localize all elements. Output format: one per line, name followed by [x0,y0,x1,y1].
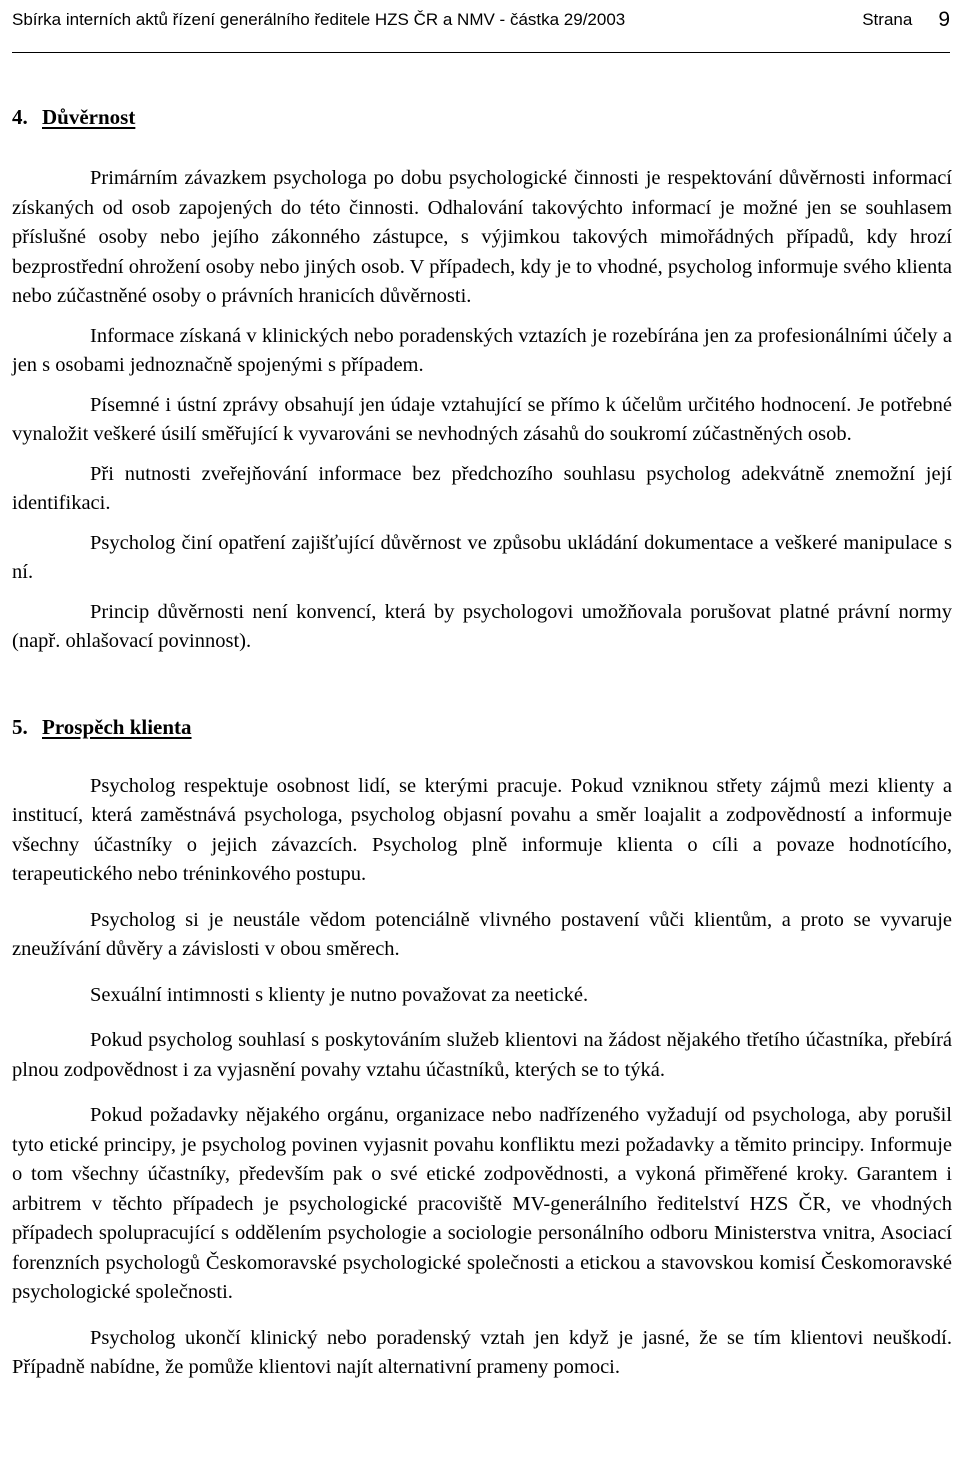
header-rule [12,52,950,53]
paragraph: Primárním závazkem psychologa po dobu psychologické činnosti je respektování důvěrnosti informací získaných od osob zapojených do této činnosti. Odhalování takovýchto informací je možné jen se souhlasem příslušné osoby nebo jejího zákonného zástupce, s výjimkou takových mimořádných případů, kdy hrozí bezprostřední ohrožení osoby nebo jiných osob. V případech, kdy je to vhodné, psycholog informuje svého klienta nebo zúčastněné osoby o právních hranicích důvěrnosti. [12,167,952,307]
section-title: Důvěrnost [42,105,136,129]
paragraph: Pokud psycholog souhlasí s poskytováním služeb klientovi na žádost nějakého třetího účastníka, přebírá plnou zodpovědnost i za vyjasnění povahy vztahu účastníků, kterých se to týká. [12,1029,952,1081]
paragraph: Psycholog si je neustále vědom potenciálně vlivného postavení vůči klientům, a proto se vyvaruje zneužívání důvěry a závislosti v obou směrech. [12,908,952,960]
paragraph: Sexuální intimnosti s klienty je nutno považovat za neetické. [90,983,589,1006]
paragraph: Psycholog ukončí klinický nebo poradenský vztah jen když je jasné, že se tím klientovi neuškodí. Případně nabídne, že pomůže klientovi najít alternativní prameny pomoci. [12,1326,952,1378]
paragraph: Psycholog respektuje osobnost lidí, se kterými pracuje. Pokud vzniknou střety zájmů mezi klienty a institucí, která zaměstnává psychologa, psycholog objasní povahu a směr loajalit a zodpovědností a informuje všechny účastníky o jejich závazcích. Psycholog plně informuje klienta o cíli a povaze hodnotícího, terapeutického nebo tréninkového postupu. [12,774,952,885]
page-number-block [862,9,950,31]
section-number: 5. [12,714,28,739]
paragraph: Informace získaná v klinických nebo poradenských vztazích je rozebírána jen za profesionálními účely a jen s osobami jednoznačně spojenými s případem. [12,324,952,376]
paragraph: Pokud požadavky nějakého orgánu, organizace nebo nadřízeného vyžadují od psychologa, aby porušil tyto etické principy, je psycholog povinen vyjasnit povahu konfliktu mezi požadavky a těmito principy. Informuje o tom všechny účastníky, především pak o své etické zodpovědnosti, a vykoná přiměřené kroky. Garantem i arbitrem v těchto případech je psychologické pracoviště MV-generálního ředitelství HZS ČR, ve vhodných případech spolupracující s oddělením psychologie a sociologie personálního odboru Ministerstva vnitra, Asociací forenzních psychologů Českomoravské psychologické společnosti a etickou a stavovskou komisí Českomoravské psychologické společnosti. [12,1104,952,1303]
paragraph: Písemné i ústní zprávy obsahují jen údaje vztahující se přímo k účelům určitého hodnocení. Je potřebné vynaložit veškeré úsilí směřující k vyvarováni se nevhodných zásahů do soukromí zúčastněných osob. [12,393,952,445]
page-number: 9 [938,8,950,31]
paragraph: Princip důvěrnosti není konvencí, která by psychologovi umožňovala porušovat platné právní normy (např. ohlašovací povinnost). [12,600,952,652]
paragraph: Při nutnosti zveřejňování informace bez předchozího souhlasu psycholog adekvátně znemožní její identifikaci. [12,462,952,514]
section-heading [12,713,952,742]
section-prospech-klienta [12,713,952,1383]
page-header [12,3,950,31]
document-body [12,103,952,1383]
section-heading [12,103,952,132]
header-title: Sbírka interních aktů řízení generálního ředitele HZS ČR a NMV - částka 29/2003 [12,10,626,29]
section-duvernost [12,103,952,657]
paragraph: Psycholog činí opatření zajišťující důvěrnost ve způsobu ukládání dokumentace a veškeré manipulace s ní. [12,531,952,583]
section-title: Prospěch klienta [42,714,192,739]
section-number: 4. [12,105,28,129]
page-label: Strana [862,10,913,29]
